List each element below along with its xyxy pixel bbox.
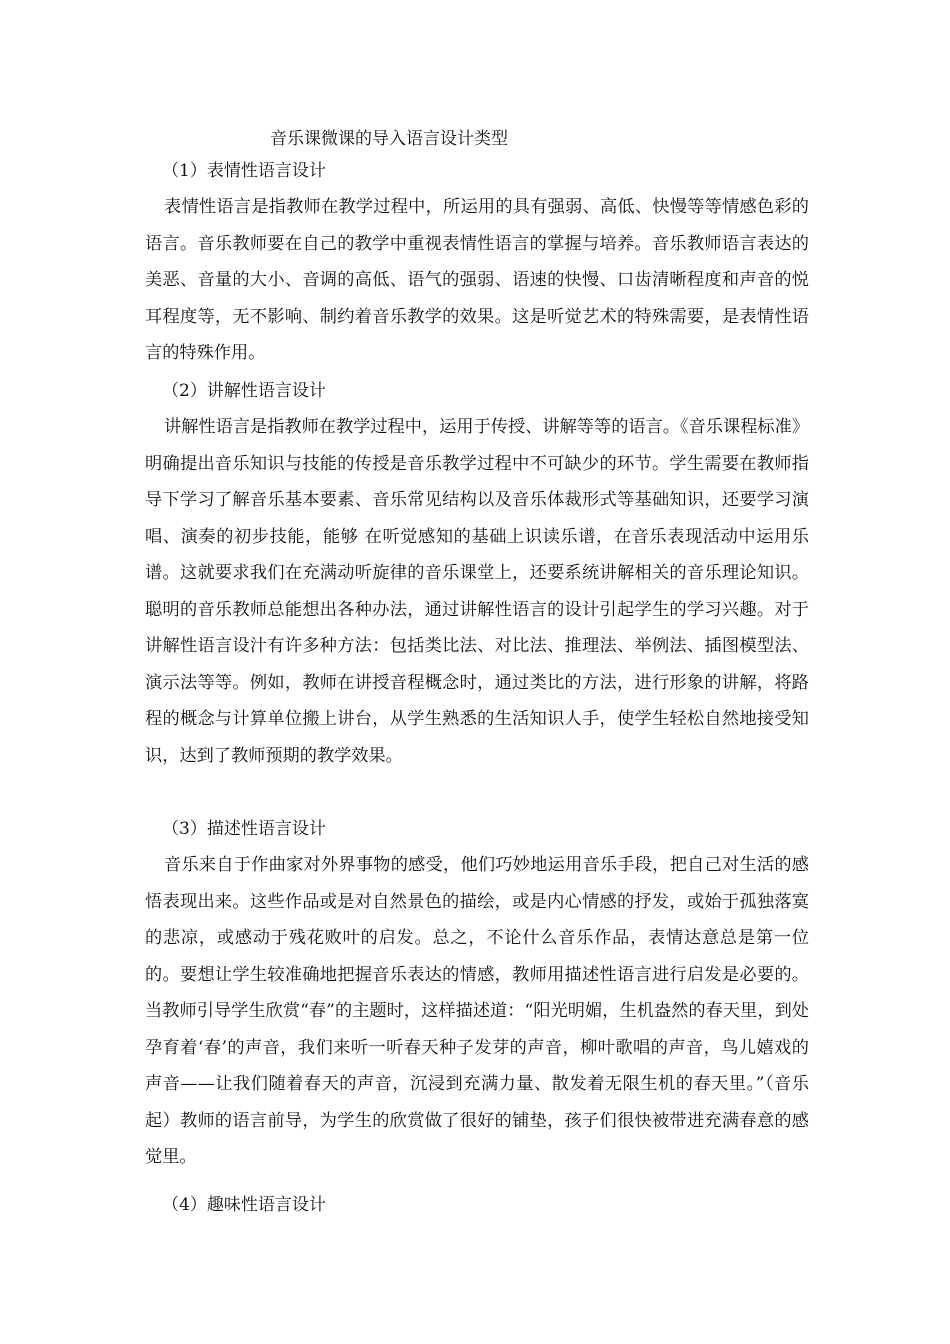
section-text-3: 音乐来自于作曲家对外界事物的感受，他们巧妙地运用音乐手段，把自己对生活的感悟表现出来。这些作品或是对自然景色的描绘，或是内心情感的抒发，或始于孤独落寞的悲凉，或感动于残花败叶的启发。总之，不论什么音乐作品，表情达意总是第一位的。要想让学生较准确地把握音乐表达的情感，教师用描述性语言进行启发是必要的。当教师引导学生欣赏“春”的主题时，这样描述道：“阳光明媚，生机盎然的春天里，到处孕育着‘春’的声音，我们来听一听春天种子发芽的声音，柳叶歌唱的声音，鸟儿嬉戏的声音——让我们随着春天的声音，沉浸到充满力量、散发着无限生机的春天里。”（音乐起）教师的语言前导，为学生的欣赏做了很好的铺垫，孩子们很快被带进充满春意的感觉里。: [145, 855, 809, 1167]
section-text-1: 表情性语言是指教师在教学过程中，所运用的具有强弱、高低、快慢等等情感色彩的语言。音乐教师要在自己的教学中重视表情性语言的掌握与培养。音乐教师语言表达的美恶、音量的大小、音调的高低、语气的强弱、语速的快慢、口齿清晰程度和声音的悦耳程度等，无不影响、制约着音乐教学的效果。这是听觉艺术的特殊需要，是表情性语言的特殊作用。: [145, 197, 809, 363]
section-text-2: 讲解性语言是指教师在教学过程中，运用于传授、讲解等等的语言。《音乐课程标准》明确提出音乐知识与技能的传授是音乐教学过程中不可缺少的环节。学生需要在教师指导下学习了解音乐基本要素、音乐常见结构以及音乐体裁形式等基础知识，还要学习演唱、演奏的初步技能，能够 在听觉感知的基础上识读乐谱，在音乐表现活动中运用乐谱。这就要求我们在充满动听旋律的音乐课堂上，还要系统讲解相关的音乐理论知识。聪明的音乐教师总能想出各种办法，通过讲解性语言的设计引起学生的学习兴趣。对于讲解性语言设汁有许多种方法：包括类比法、对比法、推理法、举例法、插图模型法、演示法等等。例如，教师在讲授音程概念时，通过类比的方法，进行形象的讲解，将路程的概念与计算单位搬上讲台，从学生熟悉的生活知识人手，使学生轻松自然地接受知识，达到了教师预期的教学效果。: [145, 417, 809, 766]
section-heading-3: （3）描述性语言设计: [162, 819, 326, 839]
section-heading-1: （1）表情性语言设计: [162, 161, 326, 181]
section-heading-2: （2）讲解性语言设计: [162, 381, 326, 401]
document-title: 音乐课微课的导入语言设计类型: [270, 129, 508, 149]
section-heading-4: （4）趣味性语言设计: [162, 1195, 326, 1215]
